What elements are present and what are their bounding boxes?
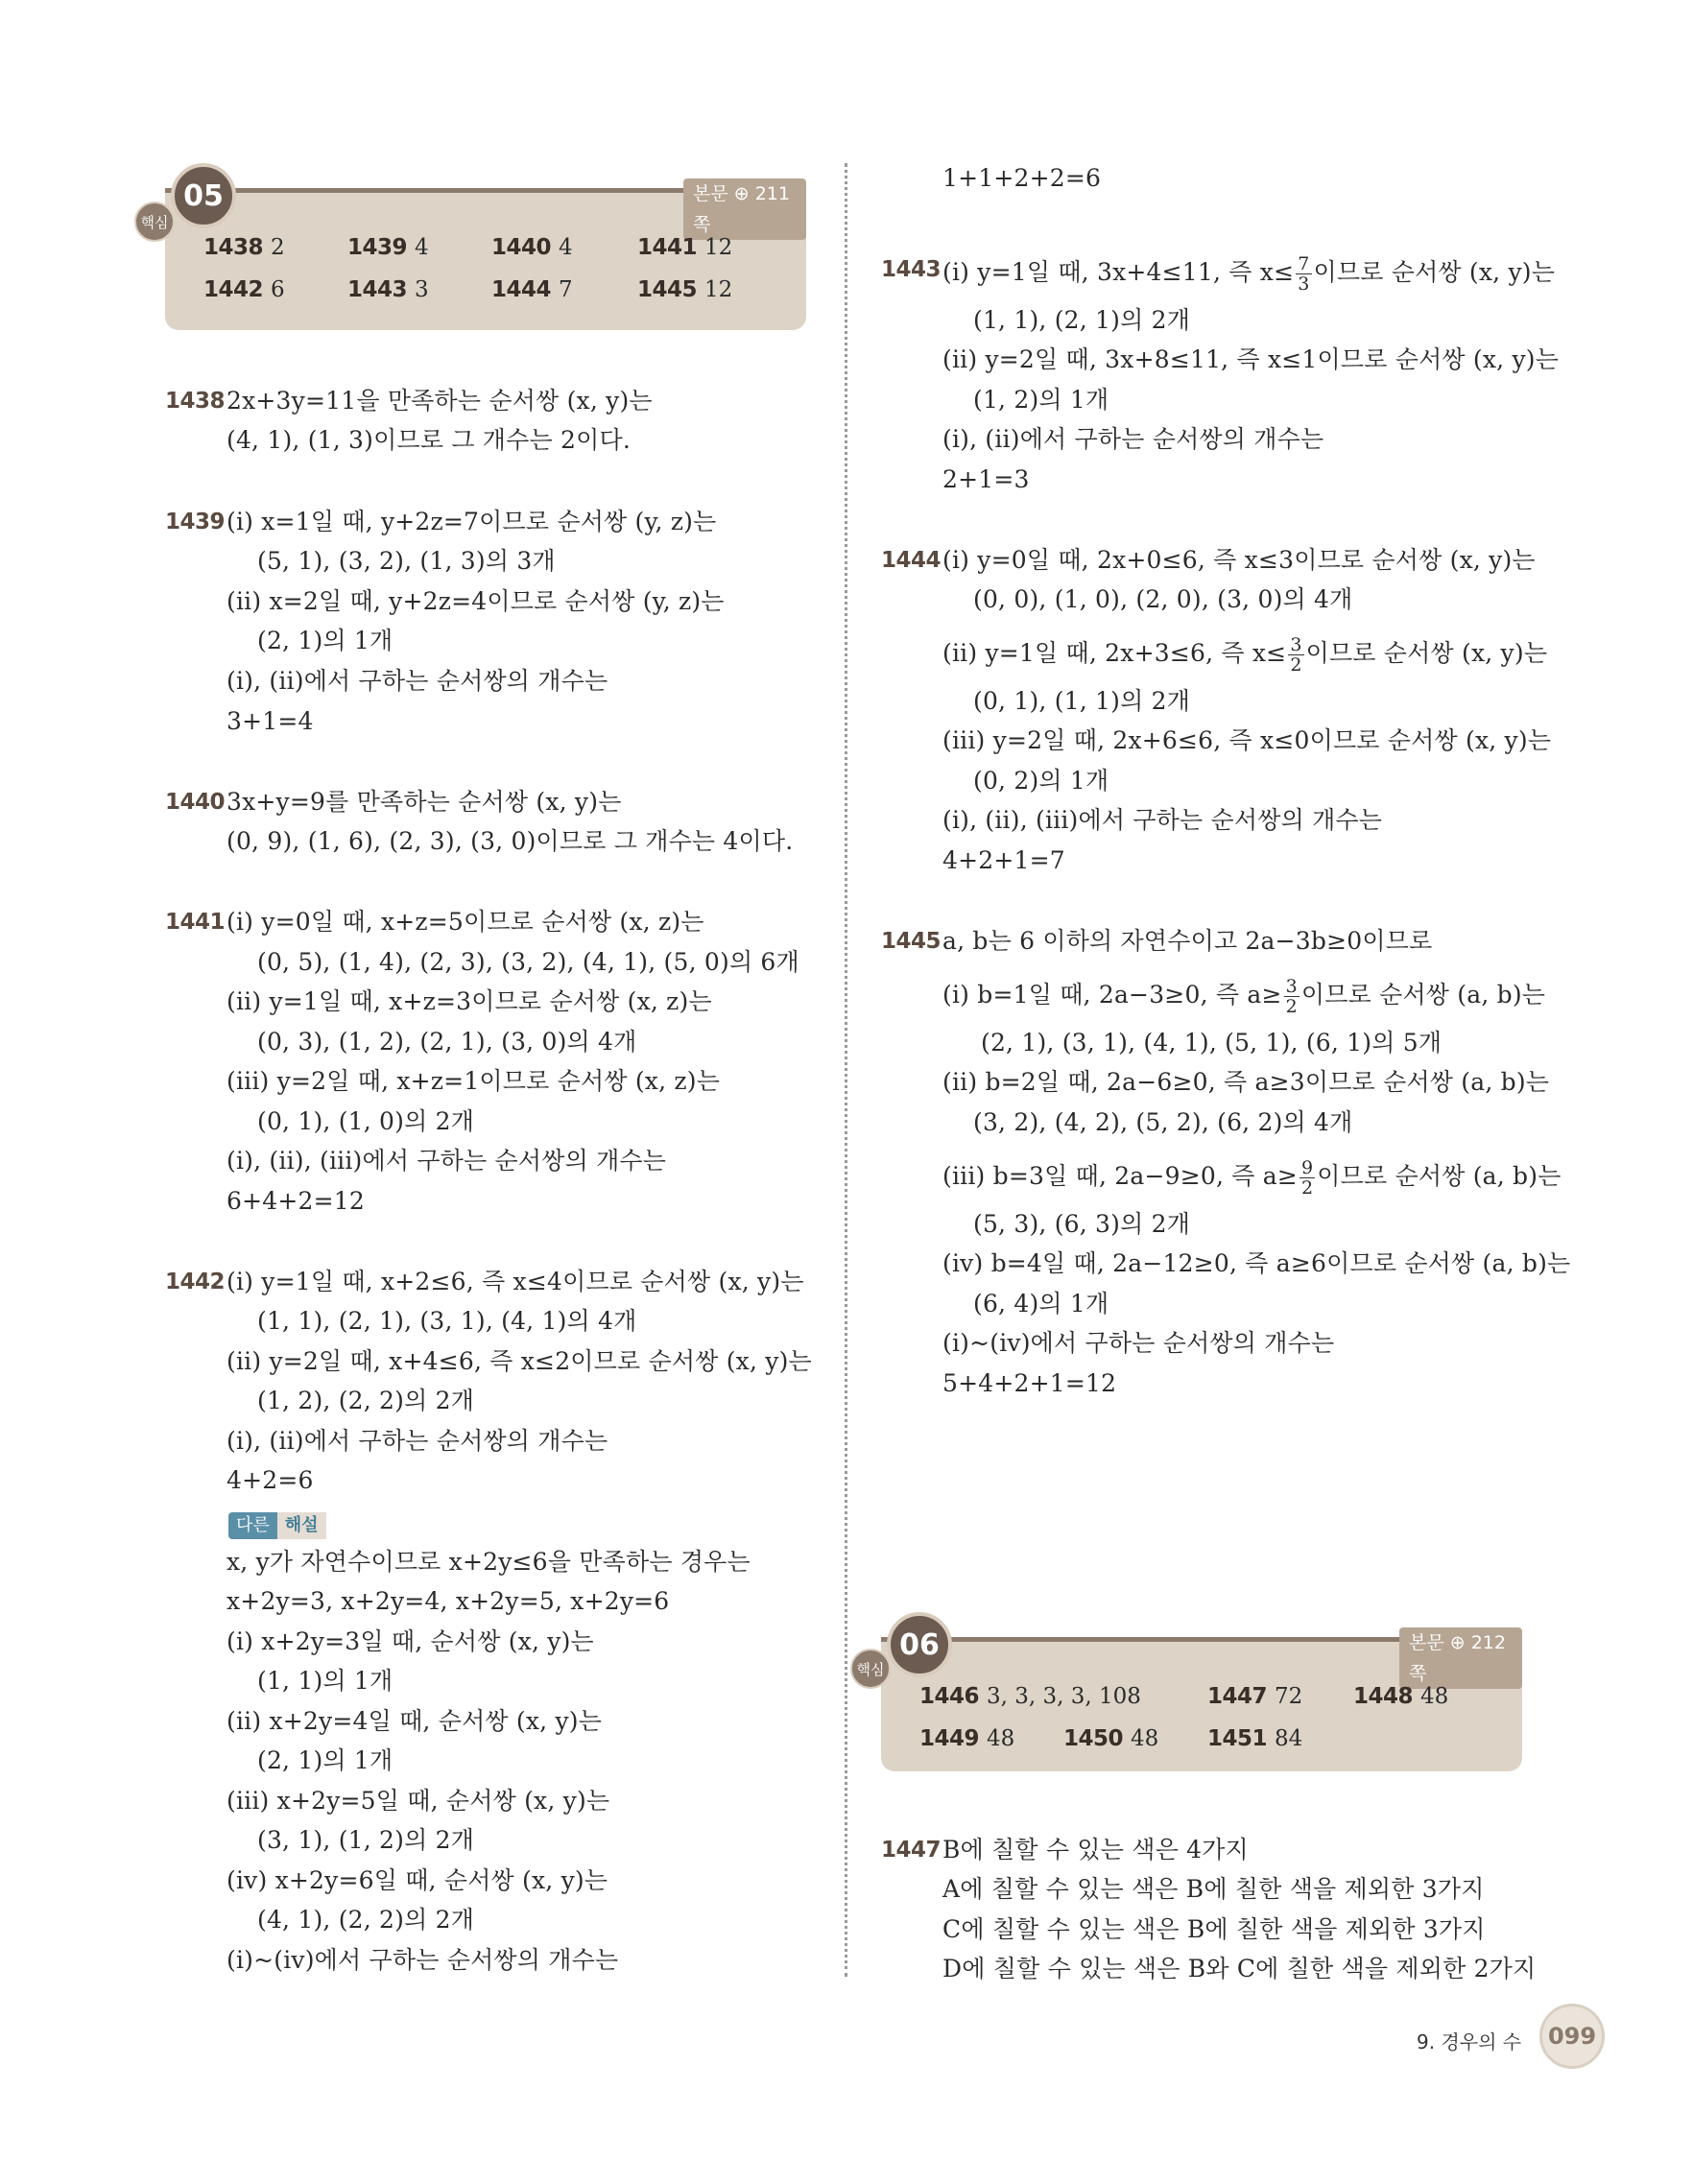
fraction: $\frac{7}{3}$ (1298, 253, 1310, 295)
solution-line: (6, 4)의 1개 (973, 1290, 1109, 1318)
answer-item: 1447 72 (1207, 1684, 1303, 1709)
solution-line: (0, 0), (1, 0), (2, 0), (3, 0)의 4개 (973, 585, 1353, 613)
solution-line: 2x+3y=11을 만족하는 순서쌍 (x, y)는 (227, 387, 653, 415)
solution-line: (i), (ii), (iii)에서 구하는 순서쌍의 개수는 (942, 806, 1383, 834)
solution-line: (4, 1), (1, 3)이므로 그 개수는 2이다. (227, 426, 631, 454)
solution-line: (i) y=0일 때, 2x+0≤6, 즉 x≤3이므로 순서쌍 (x, y)는 (942, 546, 1536, 574)
solution-line: (0, 5), (1, 4), (2, 3), (3, 2), (4, 1), (5, 0)의 6개 (257, 948, 799, 976)
section-number-badge: 05 (171, 163, 236, 228)
solution-line: a, b는 6 이하의 자연수이고 2a−3b≥0이므로 (942, 927, 1433, 955)
solution-line: D에 칠할 수 있는 색은 B와 C에 칠한 색을 제외한 2가지 (942, 1955, 1537, 1982)
solution-line: 4+2+1=7 (942, 846, 1065, 874)
solution-line: (5, 1), (3, 2), (1, 3)의 3개 (257, 547, 556, 575)
solution-line: (0, 9), (1, 6), (2, 3), (3, 0)이므로 그 개수는 4이다. (227, 827, 794, 855)
fraction: $\frac{3}{2}$ (1285, 976, 1298, 1017)
problem-number: 1438 (165, 389, 226, 414)
solution-line: (iii) x+2y=5일 때, 순서쌍 (x, y)는 (227, 1787, 610, 1815)
solution-line: (0, 2)의 1개 (973, 767, 1109, 795)
solution-line: (ii) y=1일 때, x+z=3이므로 순서쌍 (x, z)는 (227, 987, 712, 1015)
solution-line: (i), (ii)에서 구하는 순서쌍의 개수는 (227, 1427, 608, 1455)
answer-item: 1444 7 (491, 277, 573, 302)
solution-line: (1, 1), (2, 1)의 2개 (973, 306, 1191, 334)
alt-tag-label: 해설 (277, 1512, 326, 1539)
solution-line: (i), (ii)에서 구하는 순서쌍의 개수는 (227, 667, 608, 695)
solution-line: (ii) y=2일 때, 3x+8≤11, 즉 x≤1이므로 순서쌍 (x, y)는 (942, 345, 1560, 373)
solution-line: 2+1=3 (942, 465, 1030, 493)
solution-line: (iv) b=4일 때, 2a−12≥0, 즉 a≥6이므로 순서쌍 (a, b)는 (942, 1249, 1571, 1277)
solution-line: (i), (ii), (iii)에서 구하는 순서쌍의 개수는 (227, 1147, 667, 1175)
answer-item: 1445 12 (637, 277, 733, 302)
page-reference: 본문 ⊕ 212쪽 (1399, 1627, 1522, 1689)
solution-line: (1, 1), (2, 1), (3, 1), (4, 1)의 4개 (257, 1307, 637, 1335)
section-label-tag: 핵심 (850, 1649, 891, 1689)
page-reference: 본문 ⊕ 211쪽 (683, 178, 806, 240)
solution-line: (i) b=1일 때, 2a−3≥0, 즉 a≥ $\frac{3}{2}$ 이므로 순서쌍 (a, b)는 (942, 976, 1546, 1017)
solution-line: (i)~(iv)에서 구하는 순서쌍의 개수는 (942, 1329, 1335, 1357)
solution-line: x, y가 자연수이므로 x+2y≤6을 만족하는 경우는 (227, 1548, 751, 1576)
fraction: $\frac{9}{2}$ (1301, 1157, 1314, 1199)
answer-item: 1450 48 (1063, 1726, 1159, 1751)
answer-item: 1439 4 (347, 235, 429, 260)
solution-line: 3x+y=9를 만족하는 순서쌍 (x, y)는 (227, 788, 622, 816)
solution-line: A에 칠할 수 있는 색은 B에 칠한 색을 제외한 3가지 (942, 1875, 1485, 1903)
solution-line: (i) y=1일 때, x+2≤6, 즉 x≤4이므로 순서쌍 (x, y)는 (227, 1268, 804, 1295)
solution-line: (0, 1), (1, 0)의 2개 (257, 1107, 475, 1135)
solution-line: 6+4+2=12 (227, 1187, 365, 1215)
solution-line: (i) y=1일 때, 3x+4≤11, 즉 x≤ $\frac{7}{3}$ 이므로 순서쌍 (x, y)는 (942, 253, 1556, 295)
problem-number: 1442 (165, 1270, 226, 1294)
solution-line: (iii) y=2일 때, 2x+6≤6, 즉 x≤0이므로 순서쌍 (x, y)는 (942, 726, 1552, 754)
solution-line: (2, 1), (3, 1), (4, 1), (5, 1), (6, 1)의 5개 (981, 1029, 1443, 1056)
answer-item: 1446 3, 3, 3, 3, 108 (919, 1684, 1141, 1709)
answer-box-06 (881, 1632, 1522, 1771)
problem-number: 1445 (881, 929, 942, 954)
solution-line: (iii) y=2일 때, x+z=1이므로 순서쌍 (x, z)는 (227, 1067, 721, 1095)
solution-line: (0, 3), (1, 2), (2, 1), (3, 0)의 4개 (257, 1028, 637, 1056)
fraction: $\frac{3}{2}$ (1290, 634, 1302, 676)
solution-line: (ii) b=2일 때, 2a−6≥0, 즉 a≥3이므로 순서쌍 (a, b)는 (942, 1068, 1550, 1096)
solution-line: (1, 2)의 1개 (973, 386, 1109, 414)
solution-line: (1, 1)의 1개 (257, 1667, 393, 1695)
answer-item: 1449 48 (919, 1726, 1015, 1751)
solution-line: 5+4+2+1=12 (942, 1369, 1117, 1397)
solution-line: (1, 2), (2, 2)의 2개 (257, 1387, 475, 1414)
problem-number: 1439 (165, 510, 226, 534)
section-number-badge: 06 (887, 1612, 952, 1677)
solution-line: (iv) x+2y=6일 때, 순서쌍 (x, y)는 (227, 1866, 608, 1894)
answer-item: 1451 84 (1207, 1726, 1303, 1751)
answer-item: 1441 12 (637, 235, 733, 260)
answer-item: 1438 2 (203, 235, 285, 260)
solution-line: x+2y=3, x+2y=4, x+2y=5, x+2y=6 (227, 1587, 670, 1615)
solution-line: (i)~(iv)에서 구하는 순서쌍의 개수는 (227, 1946, 619, 1974)
solution-line: (i), (ii)에서 구하는 순서쌍의 개수는 (942, 425, 1324, 453)
solution-line: (ii) x+2y=4일 때, 순서쌍 (x, y)는 (227, 1707, 603, 1735)
column-divider (845, 163, 847, 1977)
problem-number: 1443 (881, 257, 942, 282)
page-number: 099 (1539, 2004, 1605, 2069)
solution-line: (ii) y=1일 때, 2x+3≤6, 즉 x≤ $\frac{3}{2}$ 이므로 순서쌍 (x, y)는 (942, 634, 1548, 676)
answer-item: 1440 4 (491, 235, 573, 260)
problem-number: 1441 (165, 910, 226, 935)
answer-item: 1443 3 (347, 277, 429, 302)
solution-line: (0, 1), (1, 1)의 2개 (973, 687, 1191, 715)
alternative-solution-tag (228, 1512, 326, 1539)
solution-line: (ii) x=2일 때, y+2z=4이므로 순서쌍 (y, z)는 (227, 587, 725, 615)
solution-line: (i) x=1일 때, y+2z=7이므로 순서쌍 (y, z)는 (227, 508, 717, 535)
solution-line: (5, 3), (6, 3)의 2개 (973, 1210, 1191, 1238)
solution-line: 4+2=6 (227, 1466, 314, 1494)
solution-line: (4, 1), (2, 2)의 2개 (257, 1906, 475, 1934)
chapter-title: 9. 경우의 수 (1417, 2030, 1522, 2053)
solution-line: (iii) b=3일 때, 2a−9≥0, 즉 a≥ $\frac{9}{2}$ 이므로 순서쌍 (a, b)는 (942, 1157, 1562, 1199)
solution-line: (2, 1)의 1개 (257, 1746, 393, 1774)
answer-box-05 (165, 183, 806, 330)
problem-number: 1440 (165, 790, 226, 815)
section-label-tag: 핵심 (134, 202, 175, 242)
problem-number: 1447 (881, 1838, 942, 1863)
solution-line: (2, 1)의 1개 (257, 627, 393, 654)
solution-line: B에 칠할 수 있는 색은 4가지 (942, 1836, 1249, 1864)
solution-line: (ii) y=2일 때, x+4≤6, 즉 x≤2이므로 순서쌍 (x, y)는 (227, 1347, 812, 1375)
solution-line: (3, 1), (1, 2)의 2개 (257, 1826, 475, 1854)
alt-tag-label: 다른 (228, 1512, 277, 1539)
problem-number: 1444 (881, 548, 942, 573)
answer-item: 1442 6 (203, 277, 285, 302)
solution-line: 1+1+2+2=6 (942, 164, 1102, 192)
solution-line: (i) y=0일 때, x+z=5이므로 순서쌍 (x, z)는 (227, 908, 704, 936)
solution-line: C에 칠할 수 있는 색은 B에 칠한 색을 제외한 3가지 (942, 1915, 1486, 1943)
solution-line: (3, 2), (4, 2), (5, 2), (6, 2)의 4개 (973, 1108, 1353, 1136)
solution-line: 3+1=4 (227, 707, 314, 735)
solution-line: (i) x+2y=3일 때, 순서쌍 (x, y)는 (227, 1627, 594, 1655)
answer-item: 1448 48 (1353, 1684, 1449, 1709)
